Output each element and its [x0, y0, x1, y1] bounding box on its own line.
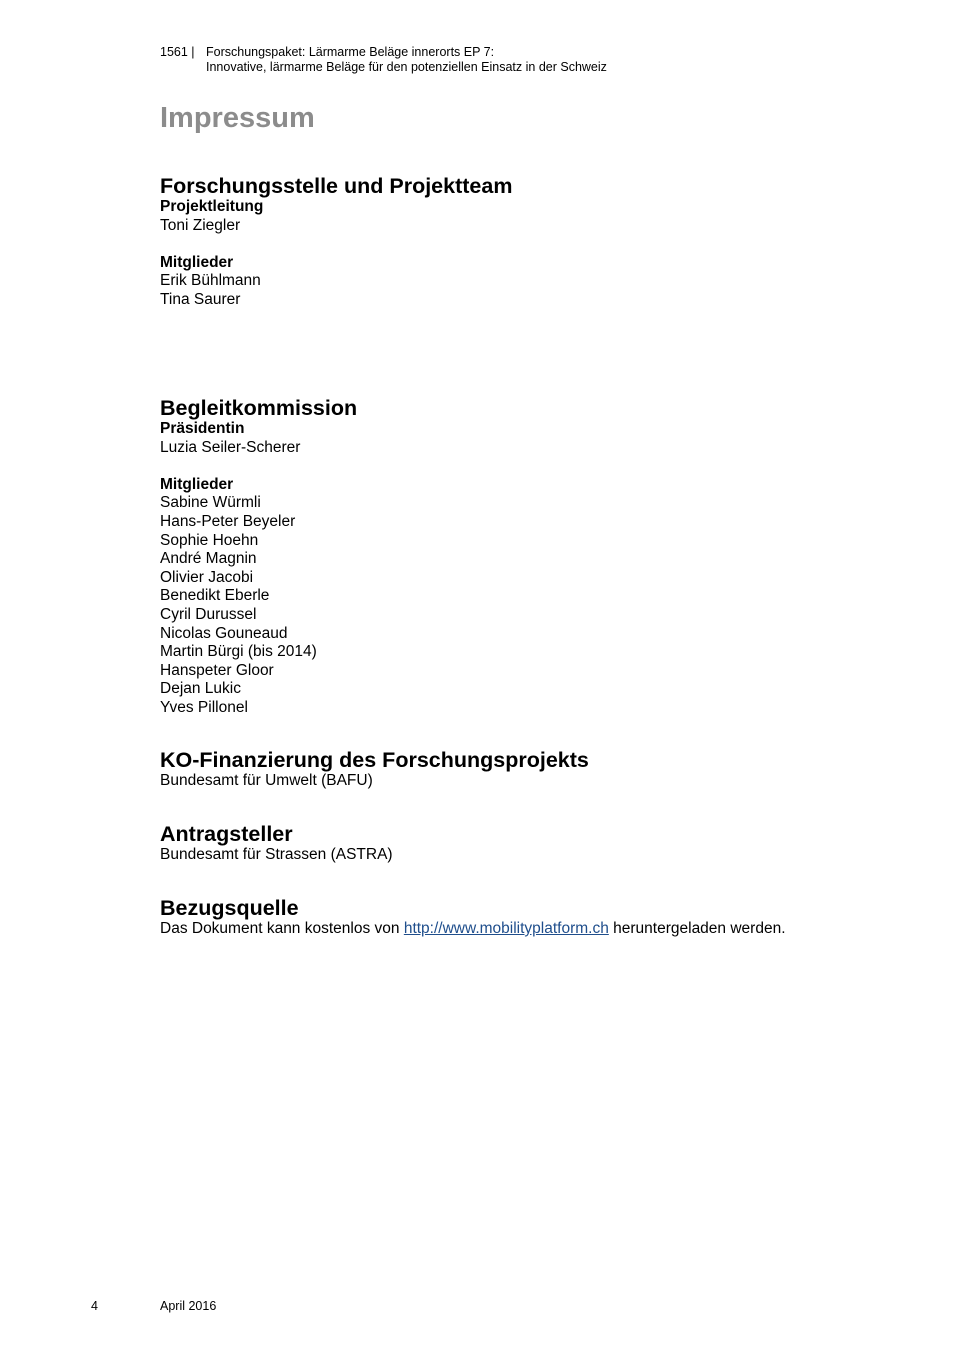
- page-number: 4: [91, 1299, 98, 1313]
- research-section: [160, 174, 512, 310]
- research-members-label: Mitglieder: [160, 253, 234, 271]
- header-titles: [206, 45, 607, 75]
- research-heading: Forschungsstelle und Projektteam: [160, 174, 513, 198]
- footer-date: April 2016: [160, 1299, 217, 1313]
- commission-section: [160, 396, 357, 718]
- commission-member: Sophie Hoehn: [160, 531, 259, 549]
- source-heading: Bezugsquelle: [160, 896, 299, 920]
- commission-member: Cyril Durussel: [160, 605, 257, 623]
- commission-member: Nicolas Gouneaud: [160, 624, 288, 642]
- mobilityplatform-link[interactable]: http://www.mobilityplatform.ch: [403, 920, 609, 937]
- research-member: Tina Saurer: [160, 290, 241, 308]
- spacer: [160, 457, 357, 476]
- commission-member: Benedikt Eberle: [160, 587, 270, 605]
- spacer: [160, 235, 512, 254]
- source-text: [160, 920, 786, 939]
- lead-label: Projektleitung: [160, 198, 264, 215]
- source-text-after: heruntergeladen werden.: [608, 920, 786, 937]
- lead-name: Toni Ziegler: [160, 216, 241, 234]
- source-section: [160, 896, 786, 939]
- president-label: Präsidentin: [160, 420, 245, 437]
- applicant-heading: Antragsteller: [160, 822, 293, 846]
- doc-number: 1561 |: [160, 45, 195, 59]
- research-member: Erik Bühlmann: [160, 272, 261, 290]
- applicant-text: Bundesamt für Strassen (ASTRA): [160, 846, 393, 863]
- commission-member: Martin Bürgi (bis 2014): [160, 643, 317, 661]
- commission-member: Dejan Lukic: [160, 680, 241, 698]
- header-title-line2: Innovative, lärmarme Beläge für den potenziellen Einsatz in der Schweiz: [206, 60, 607, 74]
- commission-member: Hanspeter Gloor: [160, 661, 274, 679]
- running-header: [160, 45, 607, 75]
- source-text-before: Das Dokument kann kostenlos von: [160, 920, 404, 937]
- commission-member: Sabine Würmli: [160, 494, 261, 512]
- page-title: Impressum: [160, 102, 315, 134]
- commission-member: Olivier Jacobi: [160, 568, 254, 586]
- applicant-section: [160, 822, 393, 865]
- commission-members-label: Mitglieder: [160, 475, 234, 493]
- commission-member: Yves Pillonel: [160, 698, 248, 716]
- cofinancing-text: Bundesamt für Umwelt (BAFU): [160, 772, 373, 789]
- header-title-line1: Forschungspaket: Lärmarme Beläge innerorts EP 7:: [206, 45, 495, 59]
- cofinancing-heading: KO-Finanzierung des Forschungsprojekts: [160, 748, 589, 772]
- commission-heading: Begleitkommission: [160, 396, 358, 420]
- commission-member: Hans-Peter Beyeler: [160, 512, 296, 530]
- president-name: Luzia Seiler-Scherer: [160, 438, 301, 456]
- cofinancing-section: [160, 748, 589, 791]
- commission-member: André Magnin: [160, 550, 257, 568]
